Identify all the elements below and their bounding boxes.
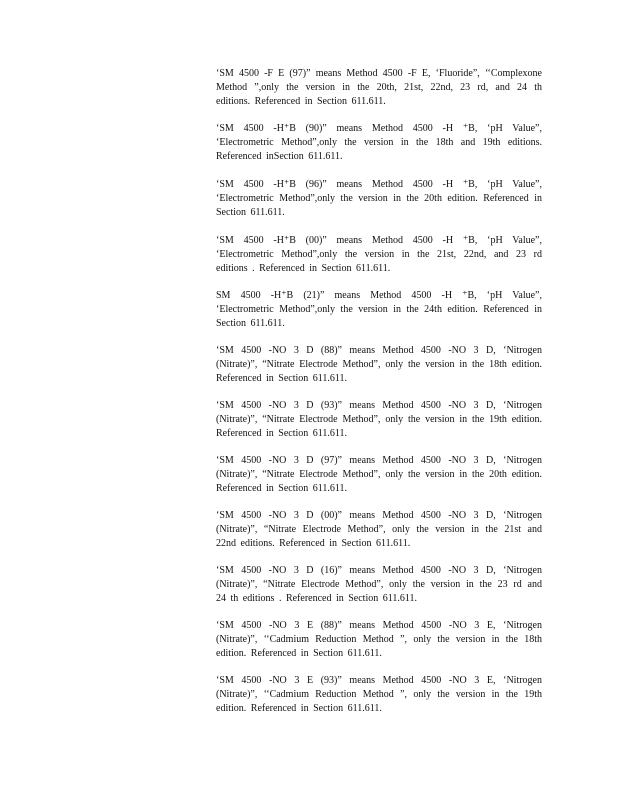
definition-paragraph: ‘SM 4500 -F E (97)” means Method 4500 -F E, ‘Fluoride”, ‘‘Complexone Method ”,only the version in the 20th, 21st, 22nd, 23 rd, and 24 th editions. Referenced in Section 611.611.	[216, 68, 542, 107]
definition-paragraph: SM 4500 -H⁺B (21)” means Method 4500 -H ⁺B, ‘pH Value”, ‘Electrometric Method”,only the version in the 24th edition. Referenced in Section 611.611.	[216, 290, 542, 329]
definition-paragraph: ‘SM 4500 -NO 3 D (00)” means Method 4500 -NO 3 D, ‘Nitrogen (Nitrate)”, “Nitrate Electrode Method”, only the version in the 21st and 22nd editions. Referenced in Section 611.611.	[216, 510, 542, 549]
definition-paragraph: ‘SM 4500 -NO 3 E (88)” means Method 4500 -NO 3 E, ‘Nitrogen (Nitrate)”, ‘‘Cadmium Reduction Method ”, only the version in the 18th edition. Referenced in Section 611.611.	[216, 620, 542, 659]
definition-paragraph: ‘SM 4500 -NO 3 D (16)” means Method 4500 -NO 3 D, ‘Nitrogen (Nitrate)”, “Nitrate Electrode Method”, only the version in the 23 rd and 24 th editions . Referenced in Section 611.611.	[216, 565, 542, 604]
definition-paragraph: ‘SM 4500 -NO 3 D (93)” means Method 4500 -NO 3 D, ‘Nitrogen (Nitrate)”, “Nitrate Electrode Method”, only the version in the 19th edition. Referenced in Section 611.611.	[216, 400, 542, 439]
definition-paragraph: ‘SM 4500 -H⁺B (90)” means Method 4500 -H ⁺B, ‘pH Value”, ‘Electrometric Method”,only the version in the 18th and 19th editions. Referenced inSection 611.611.	[216, 123, 542, 162]
definition-paragraph: ‘SM 4500 -NO 3 D (88)” means Method 4500 -NO 3 D, ‘Nitrogen (Nitrate)”, “Nitrate Electrode Method”, only the version in the 18th edition. Referenced in Section 611.611.	[216, 345, 542, 384]
definition-paragraph: ‘SM 4500 -H⁺B (00)” means Method 4500 -H ⁺B, ‘pH Value”, ‘Electrometric Method”,only the version in the 21st, 22nd, and 23 rd editions . Referenced in Section 611.611.	[216, 235, 542, 274]
definition-paragraph: ‘SM 4500 -NO 3 E (93)” means Method 4500 -NO 3 E, ‘Nitrogen (Nitrate)”, ‘‘Cadmium Reduction Method ”, only the version in the 19th edition. Referenced in Section 611.611.	[216, 675, 542, 714]
document-body	[216, 67, 542, 729]
definition-paragraph: ‘SM 4500 -H⁺B (96)” means Method 4500 -H ⁺B, ‘pH Value”, ‘Electrometric Method”,only the version in the 20th edition. Referenced in Section 611.611.	[216, 179, 542, 218]
definition-paragraph: ‘SM 4500 -NO 3 D (97)” means Method 4500 -NO 3 D, ‘Nitrogen (Nitrate)”, “Nitrate Electrode Method”, only the version in the 20th edition. Referenced in Section 611.611.	[216, 455, 542, 494]
